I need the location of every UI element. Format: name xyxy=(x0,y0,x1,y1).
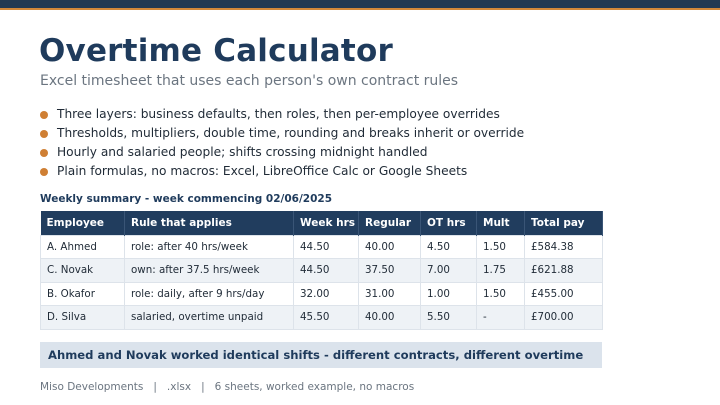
feature-item xyxy=(40,105,524,124)
cell-mult: 1.75 xyxy=(477,259,525,283)
bullet-dot-icon xyxy=(40,130,48,138)
column-header-regular: Regular xyxy=(359,211,421,235)
cell-ot-hrs: 4.50 xyxy=(421,235,477,259)
table-row xyxy=(41,306,603,330)
cell-rule: role: daily, after 9 hrs/day xyxy=(125,282,294,306)
top-band xyxy=(0,0,720,8)
cell-week-hrs: 44.50 xyxy=(294,259,359,283)
cell-employee: D. Silva xyxy=(41,306,125,330)
cell-mult: 1.50 xyxy=(477,235,525,259)
column-header-rule: Rule that applies xyxy=(125,211,294,235)
cell-regular: 37.50 xyxy=(359,259,421,283)
cell-regular: 40.00 xyxy=(359,306,421,330)
column-header-total-pay: Total pay xyxy=(525,211,603,235)
weekly-summary-table xyxy=(40,211,603,330)
feature-text: Three layers: business defaults, then roles, then per-employee overrides xyxy=(57,107,500,121)
page-title: Overtime Calculator xyxy=(39,33,393,69)
feature-text: Hourly and salaried people; shifts crossing midnight handled xyxy=(57,145,428,159)
cell-week-hrs: 45.50 xyxy=(294,306,359,330)
top-band-accent xyxy=(0,8,720,10)
feature-item xyxy=(40,162,524,181)
cell-mult: - xyxy=(477,306,525,330)
cell-ot-hrs: 1.00 xyxy=(421,282,477,306)
cell-rule: own: after 37.5 hrs/week xyxy=(125,259,294,283)
table-row xyxy=(41,235,603,259)
table-caption: Weekly summary - week commencing 02/06/2025 xyxy=(40,193,333,205)
column-header-mult: Mult xyxy=(477,211,525,235)
cell-regular: 40.00 xyxy=(359,235,421,259)
feature-text: Thresholds, multipliers, double time, rounding and breaks inherit or override xyxy=(57,126,525,140)
cell-ot-hrs: 7.00 xyxy=(421,259,477,283)
cell-total-pay: £584.38 xyxy=(525,235,603,259)
table-row xyxy=(41,282,603,306)
feature-item xyxy=(40,124,524,143)
column-header-employee: Employee xyxy=(41,211,125,235)
bullet-dot-icon xyxy=(40,149,48,157)
cell-mult: 1.50 xyxy=(477,282,525,306)
cell-ot-hrs: 5.50 xyxy=(421,306,477,330)
cell-total-pay: £700.00 xyxy=(525,306,603,330)
bullet-dot-icon xyxy=(40,111,48,119)
cell-total-pay: £455.00 xyxy=(525,282,603,306)
feature-item xyxy=(40,143,524,162)
column-header-ot-hrs: OT hrs xyxy=(421,211,477,235)
cell-total-pay: £621.88 xyxy=(525,259,603,283)
table-row xyxy=(41,259,603,283)
cell-week-hrs: 44.50 xyxy=(294,235,359,259)
cell-employee: B. Okafor xyxy=(41,282,125,306)
cell-employee: A. Ahmed xyxy=(41,235,125,259)
key-takeaway-callout: Ahmed and Novak worked identical shifts - different contracts, different overtime xyxy=(40,342,602,368)
cell-rule: salaried, overtime unpaid xyxy=(125,306,294,330)
column-header-week-hrs: Week hrs xyxy=(294,211,359,235)
feature-list xyxy=(40,105,524,181)
footer: Miso Developments | .xlsx | 6 sheets, worked example, no macros xyxy=(40,381,415,393)
cell-employee: C. Novak xyxy=(41,259,125,283)
cell-regular: 31.00 xyxy=(359,282,421,306)
feature-text: Plain formulas, no macros: Excel, LibreOffice Calc or Google Sheets xyxy=(57,164,468,178)
table-header-row xyxy=(41,211,603,235)
page-subtitle: Excel timesheet that uses each person's own contract rules xyxy=(40,73,459,89)
cell-week-hrs: 32.00 xyxy=(294,282,359,306)
bullet-dot-icon xyxy=(40,168,48,176)
cell-rule: role: after 40 hrs/week xyxy=(125,235,294,259)
